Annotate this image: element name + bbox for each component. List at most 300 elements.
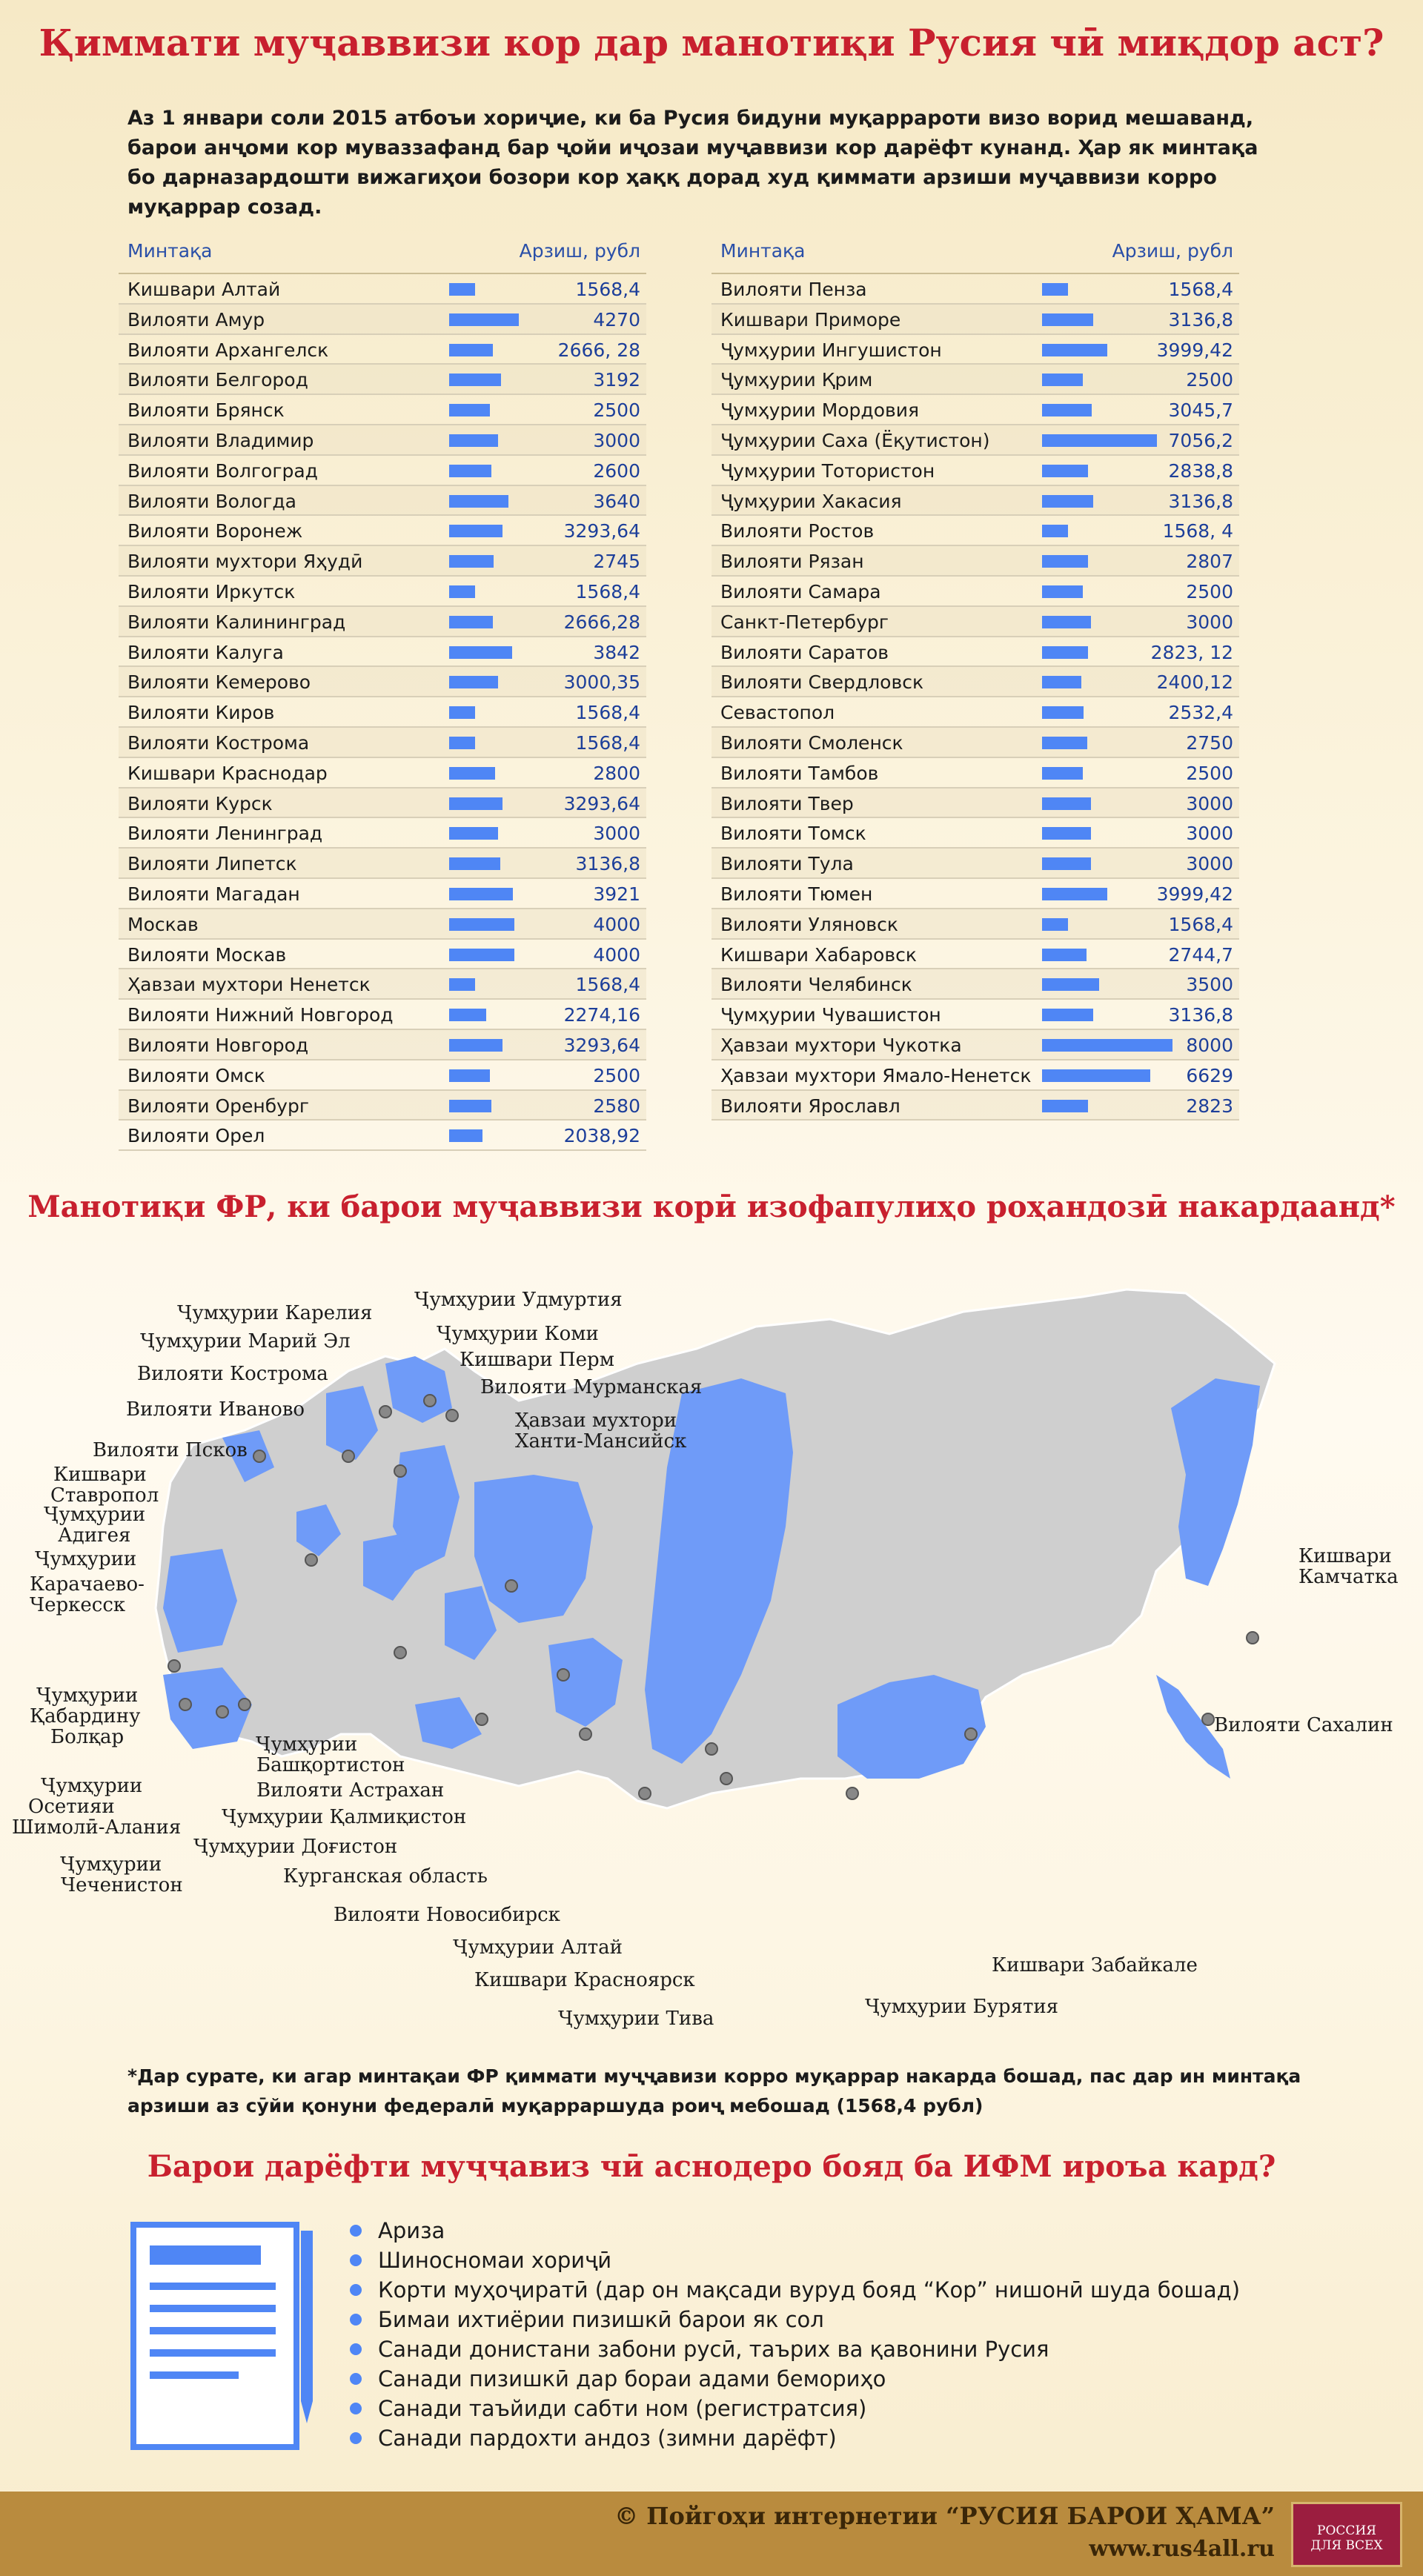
map-label: Вилояти Астрахан bbox=[256, 1779, 445, 1802]
map-label: Вилояти Новосибирск bbox=[334, 1904, 560, 1926]
cost-value: 1568,4 bbox=[575, 580, 640, 602]
table-row bbox=[712, 789, 1239, 819]
map-label: Чеченистон bbox=[61, 1874, 183, 1896]
cost-value: 1568, 4 bbox=[1162, 520, 1233, 542]
table-row bbox=[712, 546, 1239, 577]
table-row bbox=[712, 365, 1239, 395]
cost-value: 1568,4 bbox=[575, 702, 640, 724]
map-label: Кишвари Забайкале bbox=[992, 1954, 1198, 1976]
map-label: Ҷумҳурии bbox=[61, 1853, 162, 1876]
table-row bbox=[712, 305, 1239, 335]
requirement-text: Шиносномаи хориҷӣ bbox=[378, 2248, 612, 2273]
region-name: Вилояти Омск bbox=[127, 1064, 265, 1086]
cost-value: 1568,4 bbox=[1168, 913, 1233, 935]
bullet-icon bbox=[350, 2254, 362, 2266]
map-label: Вилояти Мурманская bbox=[480, 1376, 703, 1398]
cost-value: 2745 bbox=[593, 551, 640, 573]
footnote: *Дар сурате, ки агар минтақаи ФР қиммати муҷҷавизи корро муқаррар накарда бошад, пас дар ин минтақа арзиши аз сӯйи қонуни федералӣ муқарраршуда роиҷ мебошад (1568,4 рубл) bbox=[127, 2065, 1301, 2117]
cost-value: 3136,8 bbox=[1168, 308, 1233, 331]
region-name: Ҷумҳурии Мордовия bbox=[720, 399, 920, 422]
table-row bbox=[119, 940, 646, 970]
region-column-header: Минтақа bbox=[127, 240, 213, 262]
requirement-text: Санади пизишкӣ дар бораи адами бемориҳо bbox=[378, 2366, 886, 2391]
cost-value: 3999,42 bbox=[1156, 883, 1233, 905]
bullet-icon bbox=[350, 2284, 362, 2296]
cost-value: 3192 bbox=[593, 369, 640, 391]
cost-bar bbox=[449, 706, 475, 719]
cost-bar bbox=[1042, 616, 1091, 628]
region-name: Вилояти Липетск bbox=[127, 853, 297, 875]
table-row bbox=[119, 667, 646, 697]
map-label: Ҷумҳурии Қалмиқистон bbox=[222, 1806, 467, 1828]
region-name: Вилояти Владимир bbox=[127, 429, 314, 451]
table-row bbox=[119, 577, 646, 607]
cost-bar bbox=[1042, 797, 1091, 810]
cost-bar bbox=[449, 495, 508, 508]
region-name: Вилояти Челябинск bbox=[720, 974, 912, 996]
table-row bbox=[119, 969, 646, 1000]
cost-value: 1568,4 bbox=[1168, 279, 1233, 300]
table-header bbox=[119, 236, 646, 274]
cost-value: 3293,64 bbox=[563, 520, 640, 542]
region-name: Ҳавзаи мухтори Чукотка bbox=[720, 1034, 962, 1056]
map-label: Карачаево- bbox=[30, 1573, 145, 1596]
region-name: Кишвари Краснодар bbox=[127, 762, 328, 784]
table-row bbox=[712, 274, 1239, 305]
map-label: Ҷумҳурии Карелия bbox=[178, 1302, 373, 1324]
table-row bbox=[119, 456, 646, 486]
region-name: Вилояти Воронеж bbox=[127, 520, 303, 542]
requirement-text: Бимаи ихтиёрии пизишкӣ барои як сол bbox=[378, 2307, 824, 2332]
table-row bbox=[712, 637, 1239, 668]
cost-bar bbox=[1042, 344, 1107, 356]
region-name: Санкт-Петербург bbox=[720, 611, 889, 633]
cost-value: 7056,2 bbox=[1168, 429, 1233, 451]
cost-value: 4270 bbox=[593, 308, 640, 331]
table-row bbox=[119, 818, 646, 849]
region-name: Вилояти Тюмен bbox=[720, 883, 873, 905]
region-name: Ҳавзаи мухтори Ямало-Ненетск bbox=[720, 1064, 1032, 1086]
cost-value: 2744,7 bbox=[1168, 943, 1233, 966]
cost-value: 2823, 12 bbox=[1150, 641, 1233, 663]
cost-bar bbox=[449, 797, 502, 810]
cost-value: 2500 bbox=[593, 399, 640, 422]
region-name: Кишвари Приморе bbox=[720, 308, 901, 331]
requirement-item bbox=[348, 2275, 1240, 2305]
cost-bar bbox=[1042, 525, 1068, 537]
cost-value: 2838,8 bbox=[1168, 459, 1233, 482]
russia-map bbox=[0, 1260, 1423, 2045]
bullet-icon bbox=[350, 2343, 362, 2355]
cost-value: 3293,64 bbox=[563, 1034, 640, 1056]
cost-bar bbox=[1042, 585, 1083, 598]
region-name: Вилояти Ленинград bbox=[127, 823, 323, 845]
table-row bbox=[712, 335, 1239, 365]
region-name: Вилояти Амур bbox=[127, 308, 265, 331]
table-row bbox=[119, 789, 646, 819]
table-row bbox=[119, 1030, 646, 1060]
table-row bbox=[712, 758, 1239, 789]
map-label: Ҷумҳурии Марий Эл bbox=[141, 1330, 351, 1352]
map-section-title: Манотиқи ФР, ки барои муҷаввизи корӣ изофапулиҳо роҳандозӣ накардаанд* bbox=[27, 1189, 1396, 1224]
table-row bbox=[119, 909, 646, 940]
region-name: Вилояти Смоленск bbox=[720, 731, 903, 754]
cost-bar bbox=[449, 1039, 502, 1052]
region-name: Вилояти Архангелск bbox=[127, 339, 329, 361]
table-row bbox=[712, 1060, 1239, 1091]
cost-bar bbox=[449, 344, 493, 356]
map-label: Черкесск bbox=[30, 1594, 126, 1616]
cost-value: 3999,42 bbox=[1156, 339, 1233, 361]
cost-value: 2274,16 bbox=[563, 1004, 640, 1026]
table-row bbox=[119, 486, 646, 517]
region-name: Ҷумҳурии Чувашистон bbox=[720, 1004, 941, 1026]
region-name: Ҷумҳурии Саха (Ёқутистон) bbox=[720, 429, 990, 451]
requirements-title: Барои дарёфти муҷҷавиз чӣ аснодеро бояд ба ИФМ ироъа кард? bbox=[147, 2149, 1276, 2184]
cost-value: 3136,8 bbox=[1168, 490, 1233, 512]
region-name: Москав bbox=[127, 913, 199, 935]
map-label: Ҷумҳурии Коми bbox=[437, 1323, 599, 1345]
cost-bar bbox=[449, 465, 491, 477]
requirement-item bbox=[348, 2245, 1240, 2275]
cost-value: 2800 bbox=[593, 762, 640, 784]
cost-bar bbox=[449, 767, 495, 780]
requirement-text: Ариза bbox=[378, 2218, 445, 2243]
cost-value: 3136,8 bbox=[1168, 1004, 1233, 1026]
cost-bar bbox=[1042, 646, 1088, 659]
region-name: Вилояти Оренбург bbox=[127, 1095, 309, 1117]
requirement-item bbox=[348, 2334, 1240, 2364]
website-link[interactable]: www.rus4all.ru bbox=[1089, 2536, 1275, 2562]
cost-value: 1568,4 bbox=[575, 974, 640, 996]
region-name: Кишвари Хабаровск bbox=[720, 943, 917, 966]
cost-value: 1568,4 bbox=[575, 279, 640, 300]
bullet-icon bbox=[350, 2432, 362, 2444]
region-name: Вилояти Тула bbox=[720, 853, 854, 875]
table-header bbox=[712, 236, 1239, 274]
cost-value: 3293,64 bbox=[563, 792, 640, 814]
bullet-icon bbox=[350, 2225, 362, 2237]
cost-bar bbox=[1042, 949, 1087, 961]
region-name: Вилояти Ярославл bbox=[720, 1095, 900, 1117]
cost-value: 3136,8 bbox=[575, 853, 640, 875]
map-label: Қабардину bbox=[30, 1705, 141, 1727]
map-label: Болқар bbox=[50, 1726, 125, 1748]
cost-value: 4000 bbox=[593, 913, 640, 935]
region-name: Вилояти Томск bbox=[720, 823, 866, 845]
intro-text: Аз 1 январи соли 2015 атбоъи хориҷие, ки ба Русия бидуни муқаррароти визо ворид мешаванд, барои анҷоми кор муваззафанд бар ҷойи иҷозаи муҷаввизи кор дарёфт кунанд. Ҳар як минтақа бо дарназардошти вижагиҳои бозори кор ҳаққ дорад худ қиммати арзиши муҷаввизи корро муқаррар созад. bbox=[127, 107, 1258, 219]
region-name: Ҳавзаи мухтори Ненетск bbox=[127, 974, 371, 996]
cost-bar bbox=[449, 313, 519, 326]
page-title: Қиммати муҷаввизи кор дар манотиқи Русия чӣ миқдор аст? bbox=[39, 21, 1384, 64]
region-name: Вилояти Орел bbox=[127, 1125, 265, 1147]
cost-bar bbox=[449, 827, 498, 840]
cost-bar bbox=[1042, 1009, 1093, 1021]
requirement-text: Санади таъйиди сабти ном (регистратсия) bbox=[378, 2396, 867, 2421]
region-name: Кишвари Алтай bbox=[127, 279, 281, 300]
cost-value: 3000 bbox=[1186, 853, 1233, 875]
map-label: Ҷумҳурии bbox=[36, 1548, 137, 1570]
region-name: Вилояти Брянск bbox=[127, 399, 285, 422]
cost-bar bbox=[449, 404, 490, 416]
map-label: Ҷумҳурии bbox=[44, 1504, 146, 1526]
cost-bar bbox=[1042, 827, 1091, 840]
requirement-item bbox=[348, 2423, 1240, 2453]
cost-value: 3500 bbox=[1186, 974, 1233, 996]
cost-table-right bbox=[712, 236, 1239, 1121]
requirement-item bbox=[348, 2305, 1240, 2334]
cost-value: 2500 bbox=[1186, 369, 1233, 391]
map-label: Ҷумҳурии Удмуртия bbox=[415, 1289, 623, 1311]
cost-bar bbox=[449, 525, 502, 537]
table-row bbox=[712, 1091, 1239, 1121]
table-row bbox=[119, 879, 646, 909]
region-column-header: Минтақа bbox=[720, 240, 806, 262]
cost-bar bbox=[449, 978, 475, 991]
map-label: Ханти-Мансийск bbox=[515, 1430, 687, 1453]
cost-bar bbox=[449, 434, 498, 447]
cost-bar bbox=[449, 646, 512, 659]
cost-bar bbox=[1042, 978, 1099, 991]
cost-bar bbox=[449, 888, 513, 900]
cost-value: 2532,4 bbox=[1168, 702, 1233, 724]
table-row bbox=[712, 879, 1239, 909]
cost-value: 1568,4 bbox=[575, 731, 640, 754]
table-row bbox=[712, 577, 1239, 607]
cost-bar bbox=[1042, 374, 1083, 386]
logo-line-2: ДЛЯ ВСЕХ bbox=[1310, 2538, 1383, 2553]
requirement-item bbox=[348, 2216, 1240, 2245]
map-label: Адигея bbox=[58, 1524, 131, 1547]
cost-bar bbox=[449, 283, 475, 296]
region-name: Вилояти Кемерово bbox=[127, 671, 311, 694]
table-body bbox=[712, 274, 1239, 1121]
map-label: Ҷумҳурии Алтай bbox=[454, 1936, 623, 1959]
region-name: Вилояти Тамбов bbox=[720, 762, 879, 784]
region-name: Вилояти Уляновск bbox=[720, 913, 898, 935]
cost-bar bbox=[1042, 434, 1157, 447]
table-row bbox=[119, 335, 646, 365]
cost-bar bbox=[1042, 465, 1088, 477]
map-label: Кишвари bbox=[1298, 1545, 1392, 1567]
region-name: Вилояти Кострома bbox=[127, 731, 310, 754]
table-row bbox=[712, 486, 1239, 517]
cost-column-header: Арзиш, рубл bbox=[1112, 240, 1233, 262]
region-name: Вилояти Калининград bbox=[127, 611, 346, 633]
map-label: Ставропол bbox=[50, 1484, 159, 1507]
bullet-icon bbox=[350, 2314, 362, 2326]
cost-bar bbox=[449, 555, 494, 568]
cost-value: 3045,7 bbox=[1168, 399, 1233, 422]
cost-value: 8000 bbox=[1186, 1034, 1233, 1056]
cost-value: 3000 bbox=[593, 823, 640, 845]
map-label: Вилояти Псков bbox=[93, 1439, 248, 1461]
table-row bbox=[712, 1000, 1239, 1030]
table-row bbox=[712, 909, 1239, 940]
cost-value: 3921 bbox=[593, 883, 640, 905]
cost-value: 6629 bbox=[1186, 1064, 1233, 1086]
logo-line-1: РОССИЯ bbox=[1317, 2523, 1376, 2538]
cost-bar bbox=[449, 374, 501, 386]
table-row bbox=[119, 305, 646, 335]
copyright-text: © Пойгоҳи интернетии “РУСИЯ БАРОИ ҲАМА” bbox=[614, 2502, 1275, 2530]
table-row bbox=[119, 1091, 646, 1121]
cost-bar bbox=[1042, 737, 1087, 749]
table-row bbox=[119, 1060, 646, 1091]
cost-bar bbox=[1042, 676, 1081, 688]
region-name: Ҷумҳурии Тотористон bbox=[720, 459, 935, 482]
cost-bar bbox=[1042, 1100, 1088, 1112]
table-row bbox=[712, 1030, 1239, 1060]
cost-table-left bbox=[119, 236, 646, 1151]
cost-bar bbox=[449, 949, 514, 961]
map-label: Ҷумҳурии bbox=[37, 1684, 139, 1707]
cost-bar bbox=[449, 737, 475, 749]
cost-bar bbox=[449, 1009, 486, 1021]
region-name: Вилояти Нижний Новгород bbox=[127, 1004, 394, 1026]
region-name: Вилояти Волгоград bbox=[127, 459, 318, 482]
cost-value: 3000 bbox=[1186, 823, 1233, 845]
table-row bbox=[712, 818, 1239, 849]
table-row bbox=[119, 1000, 646, 1030]
region-name: Вилояти мухтори Яҳудӣ bbox=[127, 551, 363, 573]
cost-bar bbox=[1042, 1069, 1150, 1082]
cost-value: 2580 bbox=[593, 1095, 640, 1117]
region-name: Вилояти Вологда bbox=[127, 490, 296, 512]
cost-bar bbox=[1042, 495, 1093, 508]
region-name: Вилояти Калуга bbox=[127, 641, 284, 663]
table-row bbox=[119, 516, 646, 546]
bullet-icon bbox=[350, 2373, 362, 2385]
table-row bbox=[119, 1121, 646, 1151]
cost-value: 3000 bbox=[593, 429, 640, 451]
bullet-icon bbox=[350, 2403, 362, 2414]
cost-value: 3000 bbox=[1186, 611, 1233, 633]
map-label: Кишвари Перм bbox=[460, 1349, 614, 1371]
table-row bbox=[712, 940, 1239, 970]
map-label: Ҷумҳурии bbox=[256, 1733, 358, 1756]
map-label: Вилояти Кострома bbox=[137, 1363, 328, 1385]
requirement-text: Санади донистани забони русӣ, таърих ва қавонини Русия bbox=[378, 2337, 1049, 2362]
region-name: Вилояти Иркутск bbox=[127, 580, 296, 602]
cost-bar bbox=[449, 676, 498, 688]
table-row bbox=[712, 607, 1239, 637]
cost-value: 2666, 28 bbox=[557, 339, 640, 361]
cost-bar bbox=[1042, 313, 1093, 326]
table-row bbox=[712, 969, 1239, 1000]
cost-value: 2500 bbox=[1186, 762, 1233, 784]
region-name: Вилояти Киров bbox=[127, 702, 275, 724]
region-name: Севастопол bbox=[720, 702, 835, 724]
table-row bbox=[712, 667, 1239, 697]
table-row bbox=[119, 607, 646, 637]
cost-bar bbox=[1042, 918, 1068, 931]
cost-bar bbox=[1042, 283, 1068, 296]
table-row bbox=[119, 395, 646, 425]
region-name: Вилояти Ростов bbox=[720, 520, 875, 542]
table-row bbox=[119, 849, 646, 879]
table-row bbox=[712, 395, 1239, 425]
requirement-item bbox=[348, 2364, 1240, 2394]
table-row bbox=[712, 516, 1239, 546]
table-row bbox=[119, 546, 646, 577]
table-row bbox=[119, 697, 646, 728]
table-row bbox=[119, 758, 646, 789]
cost-value: 2600 bbox=[593, 459, 640, 482]
cost-value: 2807 bbox=[1186, 551, 1233, 573]
cost-value: 3000,35 bbox=[563, 671, 640, 694]
region-name: Вилояти Рязан bbox=[720, 551, 864, 573]
region-name: Вилояти Москав bbox=[127, 943, 287, 966]
map-label: Башқортистон bbox=[256, 1754, 405, 1776]
cost-value: 4000 bbox=[593, 943, 640, 966]
map-label: Ҳавзаи мухтори bbox=[515, 1410, 677, 1432]
cost-bar bbox=[449, 1129, 482, 1142]
cost-bar bbox=[1042, 706, 1084, 719]
cost-value: 3842 bbox=[593, 641, 640, 663]
table-row bbox=[712, 849, 1239, 879]
region-name: Ҷумҳурии Ингушистон bbox=[720, 339, 942, 361]
requirement-item bbox=[348, 2394, 1240, 2423]
requirement-text: Корти муҳоҷиратӣ (дар он мақсади вуруд бояд “Кор” нишонӣ шуда бошад) bbox=[378, 2277, 1241, 2303]
document-icon bbox=[127, 2216, 320, 2453]
table-row bbox=[712, 697, 1239, 728]
cost-value: 2038,92 bbox=[563, 1125, 640, 1147]
requirements-list bbox=[348, 2216, 1240, 2453]
table-row bbox=[119, 425, 646, 456]
site-logo bbox=[1291, 2502, 1402, 2567]
cost-value: 3640 bbox=[593, 490, 640, 512]
table-body bbox=[119, 274, 646, 1151]
map-label: Вилояти Сахалин bbox=[1214, 1714, 1393, 1736]
table-row bbox=[119, 365, 646, 395]
map-label: Вилояти Иваново bbox=[126, 1398, 305, 1421]
cost-bar bbox=[1042, 857, 1091, 870]
region-name: Ҷумҳурии Хакасия bbox=[720, 490, 902, 512]
cost-bar bbox=[449, 857, 500, 870]
table-row bbox=[712, 728, 1239, 758]
cost-bar bbox=[449, 1069, 490, 1082]
region-name: Ҷумҳурии Қрим bbox=[720, 369, 873, 391]
cost-bar bbox=[1042, 888, 1107, 900]
cost-value: 3000 bbox=[1186, 792, 1233, 814]
table-row bbox=[712, 425, 1239, 456]
cost-value: 2400,12 bbox=[1156, 671, 1233, 694]
map-label: Ҷумҳурии bbox=[42, 1775, 143, 1797]
table-row bbox=[712, 456, 1239, 486]
cost-value: 2750 bbox=[1186, 731, 1233, 754]
cost-bar bbox=[1042, 767, 1083, 780]
region-name: Вилояти Твер bbox=[720, 792, 854, 814]
map-label: Осетияи bbox=[28, 1796, 115, 1818]
map-label: Ҷумҳурии Бурятия bbox=[866, 1996, 1059, 2018]
requirement-text: Санади пардохти андоз (зимни дарёфт) bbox=[378, 2426, 837, 2451]
region-name: Вилояти Белгород bbox=[127, 369, 308, 391]
cost-bar bbox=[449, 616, 493, 628]
cost-column-header: Арзиш, рубл bbox=[519, 240, 640, 262]
region-name: Вилояти Свердловск bbox=[720, 671, 924, 694]
cost-bar bbox=[449, 1100, 491, 1112]
cost-bar bbox=[1042, 404, 1092, 416]
cost-bar bbox=[1042, 1039, 1172, 1052]
cost-bar bbox=[449, 918, 514, 931]
region-name: Вилояти Курск bbox=[127, 792, 273, 814]
cost-value: 2500 bbox=[593, 1064, 640, 1086]
region-name: Вилояти Магадан bbox=[127, 883, 300, 905]
cost-value: 2666,28 bbox=[563, 611, 640, 633]
table-row bbox=[119, 637, 646, 668]
cost-bar bbox=[1042, 555, 1088, 568]
